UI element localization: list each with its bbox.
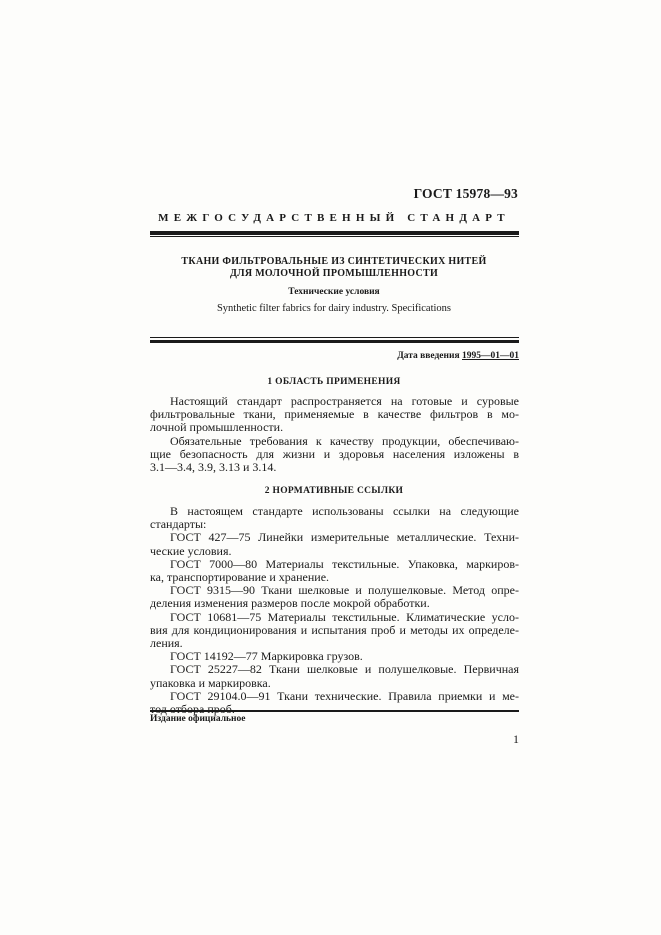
text-line: стандарты: [150,517,207,532]
introduction-date-value: 1995—01—01 [462,351,519,361]
official-edition-label: Издание официальное [150,714,246,724]
section-2-title: 2 НОРМАТИВНЫЕ ССЫЛКИ [264,486,404,496]
text-line: фильтровальные ткани, применяемые в качестве фильтров в мо- [150,407,519,422]
text-line: щие безопасность для жизни и здоровья населения изложены в [150,446,519,461]
page-number: 1 [513,732,519,746]
document-title-line-1: ТКАНИ ФИЛЬТРОВАЛЬНЫЕ ИЗ СИНТЕТИЧЕСКИХ НИТЕЙ [181,256,487,267]
english-title: Synthetic filter fabrics for dairy industry. Specifications [216,303,452,314]
text-line: деления изменения размеров после мокрой обработки. [150,596,430,611]
text-line: Настоящий стандарт распространяется на готовые и суровые [170,394,519,408]
section-1-title: 1 ОБЛАСТЬ ПРИМЕНЕНИЯ [267,377,401,387]
document-title-line-2: ДЛЯ МОЛОЧНОЙ ПРОМЫШЛЕННОСТИ [229,268,439,279]
document-subtitle: Технические условия [288,287,380,297]
interstate-standard-heading: МЕЖГОСУДАРСТВЕННЫЙ СТАНДАРТ [158,212,510,224]
header-rule-thick [150,231,519,235]
text-line: лочной промышленности. [150,420,284,435]
text-line: Обязательные требования к качеству продукции, обеспечиваю- [170,433,519,448]
text-line: ГОСТ 14192—77 Маркировка грузов. [170,649,363,664]
text-line: ка, транспортирование и хранение. [150,570,330,585]
section-1-body [150,395,519,474]
text-line: вия для кондиционирования и испытания проб и методы их определе- [150,622,519,637]
text-line: 3.1—3.4, 3.9, 3.13 и 3.14. [150,460,277,475]
text-line: ГОСТ 7000—80 Материалы текстильные. Упаковка, маркиров- [170,556,519,571]
title-rule-thick [150,340,519,343]
text-line: упаковка и маркировка. [150,675,271,690]
document-code: ГОСТ 15978—93 [413,186,518,201]
text-line: ГОСТ 25227—82 Ткани шелковые и полушелковые. Первичная [170,662,519,677]
footer-rule [150,710,519,712]
introduction-date [360,351,519,361]
text-line: ческие условия. [150,543,232,558]
text-line: ГОСТ 427—75 Линейки измерительные металлические. Техни- [170,530,519,545]
text-line: ГОСТ 9315—90 Ткани шелковые и полушелковые. Метод опре- [170,583,519,598]
section-2-body [150,505,519,716]
text-line: ления. [150,636,183,651]
text-line: В настоящем стандарте использованы ссылки на следующие [170,504,519,518]
header-rule-thin [150,236,519,237]
introduction-date-label: Дата введения [397,351,460,361]
text-line: ГОСТ 29104.0—91 Ткани технические. Правила приемки и ме- [170,688,519,703]
text-line: ГОСТ 10681—75 Материалы текстильные. Климатические усло- [170,609,519,624]
title-rule-thin [150,337,519,338]
